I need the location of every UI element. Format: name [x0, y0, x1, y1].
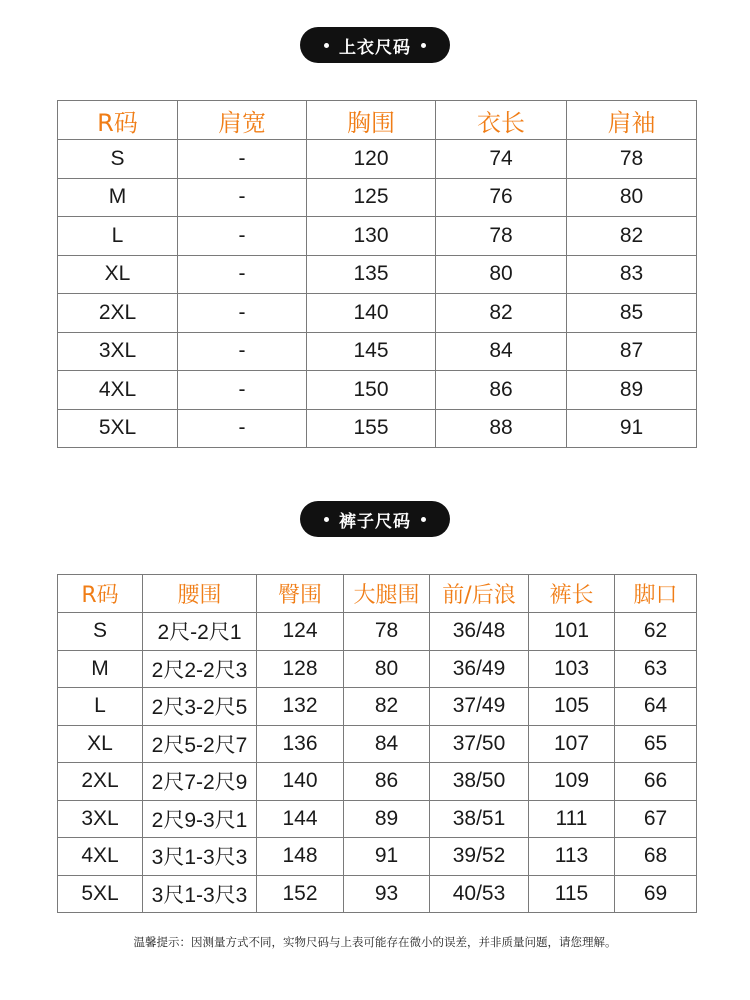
size-label-cell: XL [58, 725, 143, 763]
pants-title-badge [300, 501, 450, 537]
table-row [58, 178, 697, 217]
size-label-cell: S [58, 613, 143, 651]
table-row [58, 875, 697, 913]
measurement-cell: 84 [436, 332, 567, 371]
measurement-cell: 82 [344, 688, 430, 726]
size-label-cell: 3XL [58, 800, 143, 838]
size-label-cell: S [58, 140, 178, 179]
table-row [58, 725, 697, 763]
measurement-cell: 36/48 [430, 613, 529, 651]
measurement-cell: 89 [567, 371, 697, 410]
table-row [58, 688, 697, 726]
measurement-cell: 67 [615, 800, 697, 838]
measurement-cell: - [178, 178, 307, 217]
size-label-cell: 3XL [58, 332, 178, 371]
measurement-cell: 78 [567, 140, 697, 179]
measurement-cell: 148 [257, 838, 344, 876]
column-header: 裤长 [529, 575, 615, 613]
measurement-cell: 136 [257, 725, 344, 763]
measurement-cell: 132 [257, 688, 344, 726]
measurement-cell: 2尺5-2尺7 [143, 725, 257, 763]
size-label-cell: 4XL [58, 371, 178, 410]
measurement-cell: 78 [436, 217, 567, 256]
column-header: 前/后浪 [430, 575, 529, 613]
size-label-cell: 2XL [58, 763, 143, 801]
measurement-cell: 135 [307, 255, 436, 294]
measurement-cell: 145 [307, 332, 436, 371]
table-row [58, 140, 697, 179]
size-label-cell: 2XL [58, 294, 178, 333]
measurement-cell: 125 [307, 178, 436, 217]
measurement-cell: 140 [257, 763, 344, 801]
measurement-cell: 37/49 [430, 688, 529, 726]
size-label-cell: 4XL [58, 838, 143, 876]
column-header: R码 [58, 101, 178, 140]
tops-title: 上衣尺码 [339, 37, 411, 58]
measurement-cell: 2尺-2尺1 [143, 613, 257, 651]
measurement-cell: - [178, 371, 307, 410]
measurement-cell: - [178, 294, 307, 333]
measurement-cell: 88 [436, 409, 567, 448]
column-header: R码 [58, 575, 143, 613]
measurement-cell: 111 [529, 800, 615, 838]
measurement-cell: 155 [307, 409, 436, 448]
measurement-cell: 91 [344, 838, 430, 876]
measurement-cell: 152 [257, 875, 344, 913]
table-row [58, 650, 697, 688]
measurement-cell: 66 [615, 763, 697, 801]
measurement-cell: 3尺1-3尺3 [143, 838, 257, 876]
tops-title-badge [300, 27, 450, 63]
table-row [58, 294, 697, 333]
measurement-cell: 36/49 [430, 650, 529, 688]
measurement-cell: 86 [344, 763, 430, 801]
measurement-cell: 87 [567, 332, 697, 371]
pants-size-table [57, 574, 697, 913]
measurement-cell: 69 [615, 875, 697, 913]
bullet-dot-icon [324, 517, 329, 522]
measurement-cell: 76 [436, 178, 567, 217]
measurement-cell: 40/53 [430, 875, 529, 913]
measurement-cell: 86 [436, 371, 567, 410]
column-header: 衣长 [436, 101, 567, 140]
bullet-dot-icon [421, 517, 426, 522]
measurement-cell: 85 [567, 294, 697, 333]
column-header: 胸围 [307, 101, 436, 140]
measurement-cell: 91 [567, 409, 697, 448]
pants-header-row [58, 575, 697, 613]
tops-header-row [58, 101, 697, 140]
measurement-cell: 2尺2-2尺3 [143, 650, 257, 688]
size-label-cell: L [58, 217, 178, 256]
table-row [58, 255, 697, 294]
size-label-cell: M [58, 178, 178, 217]
measurement-cell: 38/50 [430, 763, 529, 801]
column-header: 腰围 [143, 575, 257, 613]
measurement-cell: 93 [344, 875, 430, 913]
measurement-cell: 115 [529, 875, 615, 913]
size-label-cell: XL [58, 255, 178, 294]
measurement-cell: 103 [529, 650, 615, 688]
measurement-cell: 83 [567, 255, 697, 294]
table-row [58, 332, 697, 371]
measurement-cell: 62 [615, 613, 697, 651]
measurement-cell: - [178, 409, 307, 448]
table-row [58, 371, 697, 410]
measurement-cell: 89 [344, 800, 430, 838]
measurement-cell: 2尺7-2尺9 [143, 763, 257, 801]
measurement-cell: 82 [567, 217, 697, 256]
size-label-cell: L [58, 688, 143, 726]
measurement-cell: - [178, 140, 307, 179]
measurement-cell: 80 [344, 650, 430, 688]
size-label-cell: 5XL [58, 409, 178, 448]
column-header: 肩袖 [567, 101, 697, 140]
bullet-dot-icon [421, 43, 426, 48]
measurement-cell: 64 [615, 688, 697, 726]
size-label-cell: M [58, 650, 143, 688]
measurement-cell: 107 [529, 725, 615, 763]
pants-title: 裤子尺码 [339, 511, 411, 532]
measurement-cell: 37/50 [430, 725, 529, 763]
measurement-cell: 3尺1-3尺3 [143, 875, 257, 913]
measurement-cell: 140 [307, 294, 436, 333]
measurement-cell: - [178, 332, 307, 371]
measurement-cell: 68 [615, 838, 697, 876]
table-row [58, 613, 697, 651]
size-label-cell: 5XL [58, 875, 143, 913]
measurement-cell: 150 [307, 371, 436, 410]
measurement-cell: 113 [529, 838, 615, 876]
measurement-cell: 124 [257, 613, 344, 651]
measurement-cell: 80 [436, 255, 567, 294]
measurement-cell: 120 [307, 140, 436, 179]
measurement-cell: 144 [257, 800, 344, 838]
column-header: 大腿围 [344, 575, 430, 613]
measurement-cell: 78 [344, 613, 430, 651]
column-header: 臀围 [257, 575, 344, 613]
measurement-cell: 74 [436, 140, 567, 179]
measurement-cell: 80 [567, 178, 697, 217]
tops-size-table [57, 100, 697, 448]
measurement-cell: - [178, 255, 307, 294]
table-row [58, 800, 697, 838]
column-header: 肩宽 [178, 101, 307, 140]
table-row [58, 409, 697, 448]
measurement-cell: 130 [307, 217, 436, 256]
measurement-cell: 84 [344, 725, 430, 763]
measurement-cell: 2尺9-3尺1 [143, 800, 257, 838]
measurement-cell: 105 [529, 688, 615, 726]
measurement-cell: 82 [436, 294, 567, 333]
bullet-dot-icon [324, 43, 329, 48]
table-row [58, 838, 697, 876]
table-row [58, 763, 697, 801]
measurement-cell: 39/52 [430, 838, 529, 876]
measurement-cell: 101 [529, 613, 615, 651]
measurement-cell: 109 [529, 763, 615, 801]
footnote: 温馨提示：因测量方式不同，实物尺码与上表可能存在微小的误差，并非质量问题，请您理解。 [133, 935, 617, 949]
measurement-cell: 128 [257, 650, 344, 688]
measurement-cell: - [178, 217, 307, 256]
measurement-cell: 65 [615, 725, 697, 763]
measurement-cell: 63 [615, 650, 697, 688]
measurement-cell: 38/51 [430, 800, 529, 838]
measurement-cell: 2尺3-2尺5 [143, 688, 257, 726]
table-row [58, 217, 697, 256]
column-header: 脚口 [615, 575, 697, 613]
